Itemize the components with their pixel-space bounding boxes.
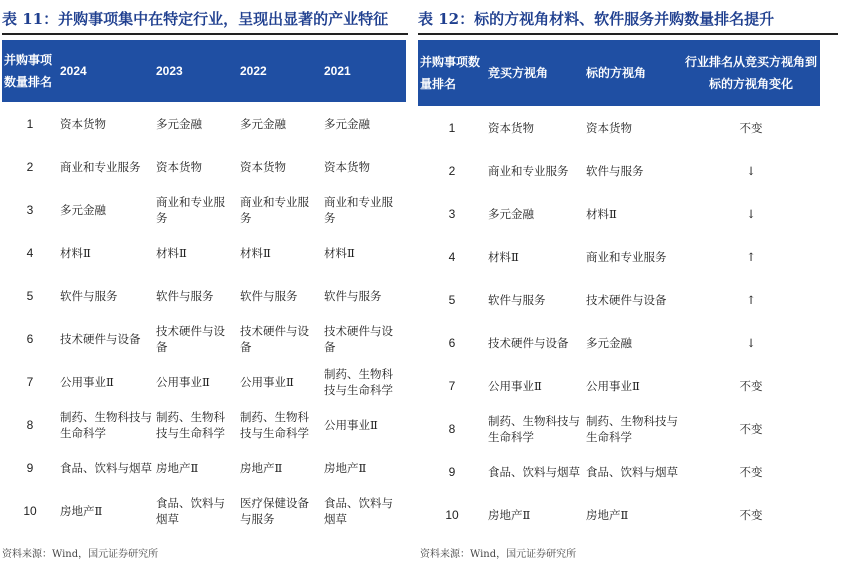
table-cell: 房地产Ⅱ <box>60 503 103 518</box>
table-row <box>418 106 820 149</box>
table-row <box>2 446 406 489</box>
table-cell: 制药、生物科技与生命科学 <box>156 409 225 440</box>
table-cell: 材料Ⅱ <box>60 245 91 260</box>
header-target-view: 标的方视角 <box>584 40 682 106</box>
table-cell: 7 <box>26 374 34 389</box>
header-2022: 2022 <box>238 40 322 102</box>
table-cell: 9 <box>26 460 34 475</box>
table-cell: 资本货物 <box>324 159 370 174</box>
table-cell: 房地产Ⅱ <box>586 507 629 522</box>
table-cell: 3 <box>26 202 34 217</box>
table-row <box>418 235 820 278</box>
table-cell: 技术硬件与设备 <box>586 292 667 307</box>
table-cell: 3 <box>448 206 456 221</box>
table-cell: 商业和专业服务 <box>240 194 309 225</box>
table-cell: 商业和专业服务 <box>324 194 393 225</box>
table-cell: 9 <box>448 464 456 479</box>
table-cell: 房地产Ⅱ <box>240 460 283 475</box>
table-cell: 软件与服务 <box>488 292 546 307</box>
table-row <box>418 364 820 407</box>
table-cell: 资本货物 <box>60 116 106 131</box>
table-cell: 1 <box>448 120 456 135</box>
table-cell: 材料Ⅱ <box>156 245 187 260</box>
table-cell: 多元金融 <box>240 116 286 131</box>
table-cell: 多元金融 <box>488 206 534 221</box>
table-cell: 2 <box>26 159 34 174</box>
header-2021: 2021 <box>322 40 406 102</box>
table-11-source: 资料来源：Wind，国元证券研究所 <box>2 549 159 560</box>
table-cell: 6 <box>26 331 34 346</box>
table-row <box>2 188 406 231</box>
table-cell: ↑ <box>746 292 756 307</box>
table-cell: ↓ <box>746 206 756 221</box>
table-cell: 8 <box>26 417 34 432</box>
table-cell: 商业和专业服务 <box>488 163 569 178</box>
table-row <box>418 493 820 536</box>
table-cell: 7 <box>448 378 456 393</box>
header-2024: 2024 <box>58 40 154 102</box>
table-cell: 不变 <box>739 464 763 479</box>
table-cell: 资本货物 <box>488 120 534 135</box>
header-rank: 并购事项数量排名 <box>418 40 486 106</box>
table-cell: 5 <box>26 288 34 303</box>
table-cell: 公用事业Ⅱ <box>586 378 640 393</box>
table-cell: 资本货物 <box>586 120 632 135</box>
table-cell: 材料Ⅱ <box>488 249 519 264</box>
table-cell: 资本货物 <box>240 159 286 174</box>
table-cell: ↓ <box>746 335 756 350</box>
table-row <box>2 489 406 532</box>
table-cell: 商业和专业服务 <box>60 159 141 174</box>
table-cell: 技术硬件与设备 <box>156 323 225 354</box>
table-12-top-rule <box>418 33 838 35</box>
table-cell: 多元金融 <box>60 202 106 217</box>
table-11-title: 表 11：并购事项集中在特定行业，呈现出显著的产业特征 <box>2 10 389 28</box>
table-cell: ↓ <box>746 163 756 178</box>
table-cell: 材料Ⅱ <box>324 245 355 260</box>
table-row <box>2 274 406 317</box>
table-cell: 食品、饮料与烟草 <box>156 495 225 526</box>
table-cell: ↑ <box>746 249 756 264</box>
table-cell: 软件与服务 <box>60 288 118 303</box>
table-cell: 食品、饮料与烟草 <box>586 464 678 479</box>
table-cell: 技术硬件与设备 <box>60 331 141 346</box>
table-cell: 食品、饮料与烟草 <box>488 464 580 479</box>
table-row <box>418 192 820 235</box>
table-cell: 1 <box>26 116 34 131</box>
table-row <box>2 317 406 360</box>
table-row <box>418 321 820 364</box>
table-cell: 食品、饮料与烟草 <box>60 460 152 475</box>
header-acquirer-view: 竞买方视角 <box>486 40 584 106</box>
table-cell: 材料Ⅱ <box>240 245 271 260</box>
table-row <box>418 450 820 493</box>
table-cell: 4 <box>448 249 456 264</box>
table-cell: 不变 <box>739 421 763 436</box>
table-cell: 软件与服务 <box>156 288 214 303</box>
table-row <box>2 145 406 188</box>
table-cell: 不变 <box>739 507 763 522</box>
table-cell: 公用事业Ⅱ <box>488 378 542 393</box>
table-cell: 多元金融 <box>324 116 370 131</box>
table-row <box>418 149 820 192</box>
merger-ranking-by-year-table <box>2 40 406 532</box>
table-cell: 不变 <box>739 120 763 135</box>
table-cell: 10 <box>445 507 459 522</box>
table-cell: 公用事业Ⅱ <box>156 374 210 389</box>
table-cell: 公用事业Ⅱ <box>324 417 378 432</box>
table-12-title: 表 12：标的方视角材料、软件服务并购数量排名提升 <box>418 10 775 28</box>
table-cell: 5 <box>448 292 456 307</box>
table-cell: 商业和专业服务 <box>156 194 225 225</box>
table-header-row <box>2 40 406 102</box>
table-11-top-rule <box>2 33 408 35</box>
table-cell: 制药、生物科技与生命科学 <box>488 413 580 444</box>
table-cell: 6 <box>448 335 456 350</box>
merger-ranking-perspective-table <box>418 40 820 536</box>
table-header-row <box>418 40 820 106</box>
table-cell: 公用事业Ⅱ <box>60 374 114 389</box>
table-row <box>2 403 406 446</box>
table-cell: 公用事业Ⅱ <box>240 374 294 389</box>
table-12-source: 资料来源：Wind，国元证券研究所 <box>420 549 577 560</box>
header-2023: 2023 <box>154 40 238 102</box>
table-cell: 制药、生物科技与生命科学 <box>240 409 309 440</box>
table-cell: 资本货物 <box>156 159 202 174</box>
table-row <box>418 407 820 450</box>
table-cell: 技术硬件与设备 <box>324 323 393 354</box>
header-rank-change: 行业排名从竞买方视角到标的方视角变化 <box>682 40 820 106</box>
table-row <box>2 360 406 403</box>
table-cell: 房地产Ⅱ <box>156 460 199 475</box>
table-cell: 食品、饮料与烟草 <box>324 495 393 526</box>
table-cell: 10 <box>23 503 37 518</box>
table-cell: 软件与服务 <box>240 288 298 303</box>
table-cell: 8 <box>448 421 456 436</box>
table-cell: 软件与服务 <box>324 288 382 303</box>
table-row <box>418 278 820 321</box>
table-cell: 材料Ⅱ <box>586 206 617 221</box>
table-row <box>2 231 406 274</box>
table-cell: 2 <box>448 163 456 178</box>
table-row <box>2 102 406 145</box>
table-cell: 多元金融 <box>586 335 632 350</box>
header-rank: 并购事项数量排名 <box>2 40 58 102</box>
table-cell: 多元金融 <box>156 116 202 131</box>
table-cell: 制药、生物科技与生命科学 <box>586 413 678 444</box>
table-cell: 技术硬件与设备 <box>488 335 569 350</box>
table-cell: 软件与服务 <box>586 163 644 178</box>
table-cell: 制药、生物科技与生命科学 <box>60 409 152 440</box>
table-cell: 房地产Ⅱ <box>488 507 531 522</box>
table-cell: 房地产Ⅱ <box>324 460 367 475</box>
table-cell: 不变 <box>739 378 763 393</box>
table-cell: 商业和专业服务 <box>586 249 667 264</box>
table-cell: 技术硬件与设备 <box>240 323 309 354</box>
table-cell: 制药、生物科技与生命科学 <box>324 366 393 397</box>
table-cell: 4 <box>26 245 34 260</box>
table-cell: 医疗保健设备与服务 <box>240 495 309 526</box>
